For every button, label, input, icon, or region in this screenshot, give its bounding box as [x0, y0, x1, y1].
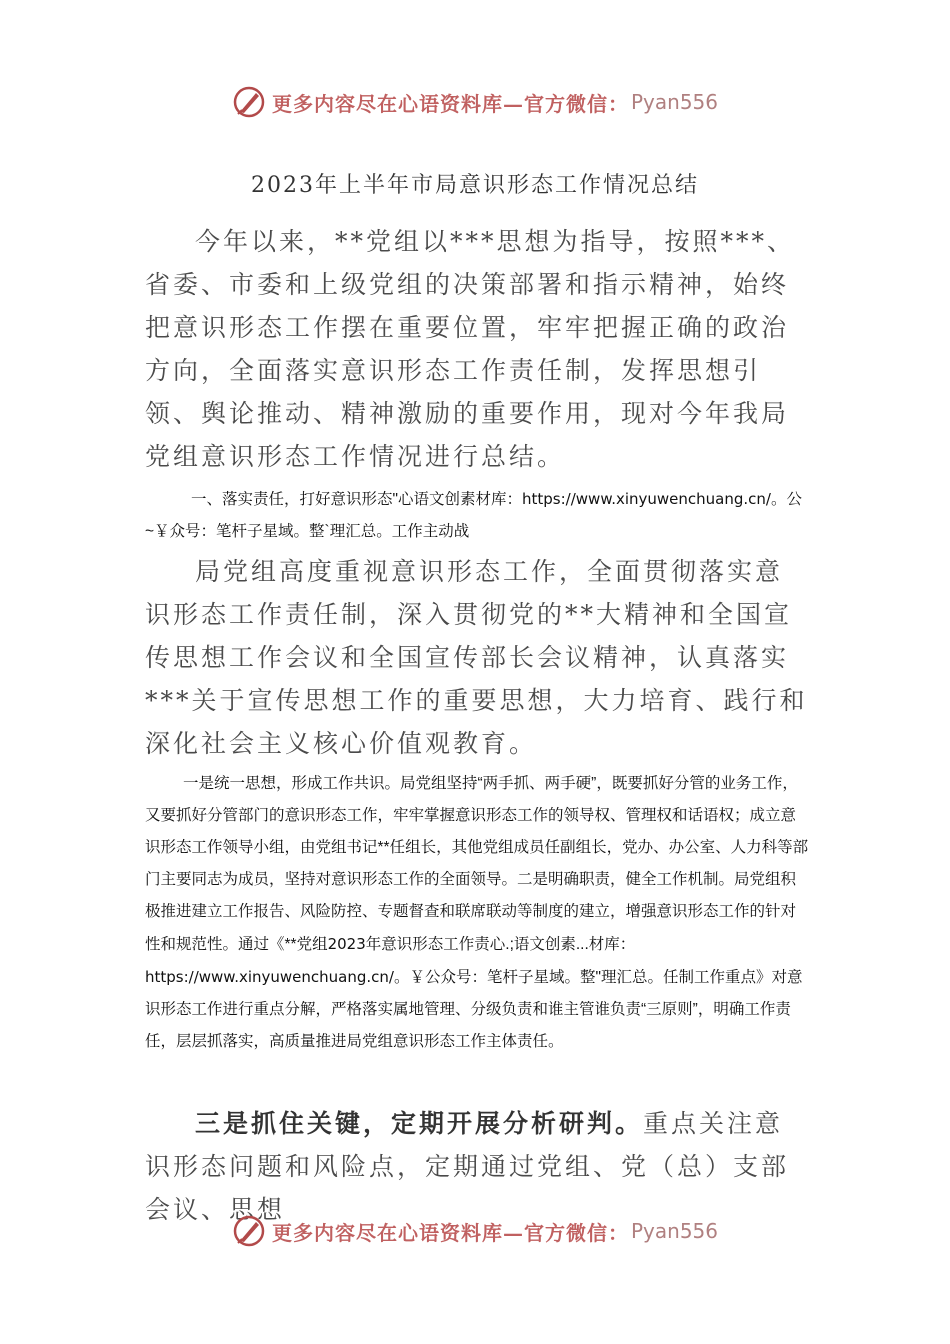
points-paragraph — [145, 768, 810, 1058]
quill-logo-icon — [232, 85, 266, 119]
section-1-heading-part2: 。公~￥众号：笔杆子星域。整`理汇总。工作主动战 — [145, 491, 802, 540]
section-1-heading — [145, 483, 810, 548]
intro-paragraph: 今年以来，**党组以***思想为指导，按照***、省委、市委和上级党组的决策部署和指示精神，始终把意识形态工作摆在重要位置，牢牢把握正确的政治方向，全面落实意识形态工作责任制，发挥思想引领、舆论推动、精神激励的重要作用，现对今年我局党组意识形态工作情况进行总结。 — [145, 227, 796, 471]
watermark-text: 更多内容尽在心语资料库—官方微信： — [271, 1220, 629, 1245]
section-1-paragraph: 局党组高度重视意识形态工作，全面贯彻落实意识形态工作责任制，深入贯彻党的**大精神和全国宣传思想工作会议和全国宣传部长会议精神，认真落实***关于宣传思想工作的重要思想，大力培育、践行和深化社会主义核心价值观教育。 — [145, 557, 808, 758]
document-title: 2023年上半年市局意识形态工作情况总结 — [251, 173, 699, 198]
watermark-account: Pyan556 — [630, 1219, 718, 1243]
section-1-heading-url: https://www.xinyuwenchuang.cn/ — [522, 490, 771, 508]
points-part1: 一是统一思想，形成工作共识。局党组坚持“两手抓、两手硬”，既要抓好分管的业务工作，又要抓好分管部门的意识形态工作，牢牢掌握意识形态工作的领导权、管理权和话语权；成立意识形态工作领导小组，由党组书记**任组长，其他党组成员任副组长，党办、办公室、人力科等部门主要同志为成员，坚持对意识形态工作的全面领导。二是明确职责，健全工作机制。局党组积极推进建立工作报告、风险防控、专题督查和联席联动等制度的建立，增强意识形态工作的针对性和规范性。通过《**党组 — [145, 775, 809, 953]
footer-watermark — [0, 1209, 950, 1253]
watermark-text: 更多内容尽在心语资料库—官方微信： — [271, 91, 629, 116]
section-1-heading-part1: 一、落实责任，打好意识形态"心语文创素材库： — [191, 491, 523, 508]
watermark-account: Pyan556 — [630, 90, 718, 114]
header-watermark — [0, 80, 950, 124]
points-year: 2023 — [327, 935, 366, 953]
points-url: https://www.xinyuwenchuang.cn/ — [145, 968, 394, 986]
quill-logo-icon — [232, 1214, 266, 1248]
points-part3: 。￥公众号：笔杆子星域。整"理汇总。任制工作重点》对意识形态工作进行重点分解，严格落实属地管理、分级负责和谁主管谁负责“三原则”，明确工作责任，层层抓落实，高质量推进局党组意识形态工作主体责任。 — [145, 969, 803, 1050]
point-3-text: 重点关注意识形态问题和风险点，定期通过党组、党（总）支部会议、思想 — [145, 1109, 790, 1224]
point-3-lead: 三是抓住关键，定期开展分析研判。 — [195, 1109, 644, 1138]
points-part2: 年意识形态工作责心.;语文创素...材库： — [365, 936, 636, 953]
